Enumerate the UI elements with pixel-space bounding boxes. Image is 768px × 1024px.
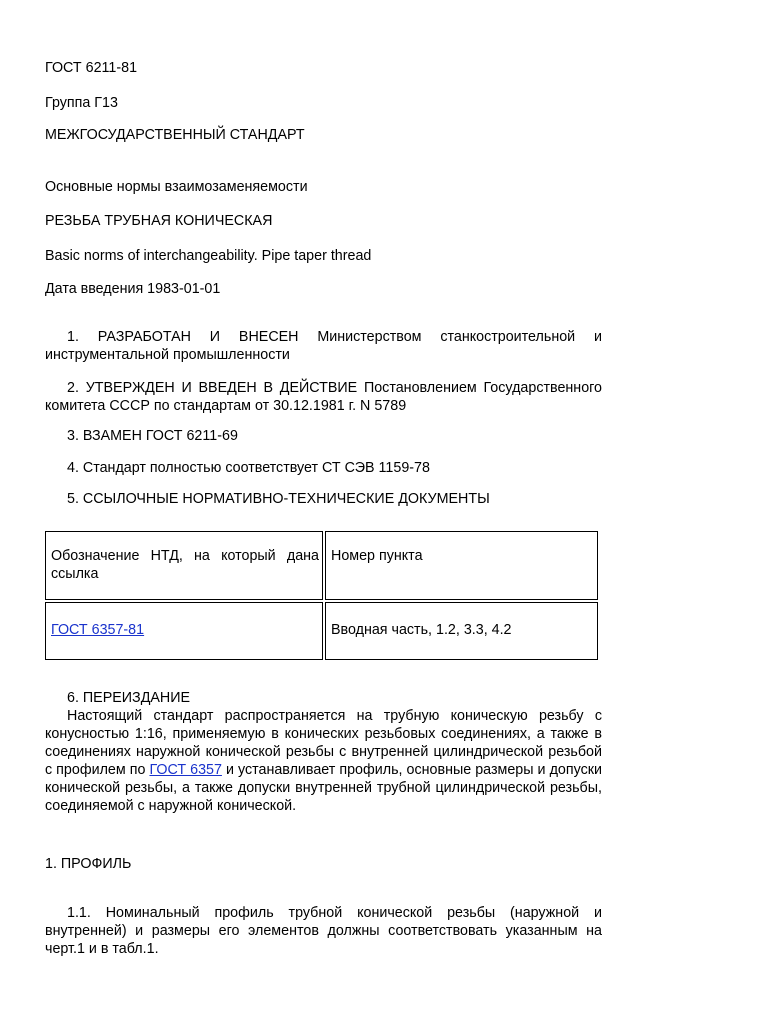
info-item-5: 5. ССЫЛОЧНЫЕ НОРМАТИВНО-ТЕХНИЧЕСКИЕ ДОКУМЕНТЫ — [67, 491, 490, 507]
table-header-item: Номер пункта — [325, 531, 598, 600]
reference-table — [43, 529, 600, 662]
reissue-paragraph — [45, 707, 602, 815]
title-en: Basic norms of interchangeability. Pipe taper thread — [45, 248, 372, 264]
info-item-2: 2. УТВЕРЖДЕН И ВВЕДЕН В ДЕЙСТВИЕ Постановлением Государственного комитета СССР по стандартам от 30.12.1981 г. N 5789 — [45, 380, 602, 414]
subtitle-ru: Основные нормы взаимозаменяемости — [45, 179, 308, 195]
gost-number: ГОСТ 6211-81 — [45, 60, 138, 76]
info-item-3: 3. ВЗАМЕН ГОСТ 6211-69 — [67, 428, 238, 444]
table-row — [45, 602, 598, 660]
reissue-text-1: Настоящий стандарт распространяется на трубную коническую резьбу с конусностью 1:16, применяемую в конических резьбовых соединениях, а также в соединениях наружной конической резьбы с внутренней цилиндрической резьбой с профилем по — [45, 708, 602, 778]
gost-6357-link[interactable]: ГОСТ 6357 — [149, 762, 222, 778]
standard-type: МЕЖГОСУДАРСТВЕННЫЙ СТАНДАРТ — [45, 127, 305, 143]
table-header-doc: Обозначение НТД, на который дана ссылка — [45, 531, 323, 600]
title-ru: РЕЗЬБА ТРУБНАЯ КОНИЧЕСКАЯ — [45, 213, 273, 229]
intro-date: Дата введения 1983-01-01 — [45, 281, 221, 297]
section-1-heading: 1. ПРОФИЛЬ — [45, 856, 132, 872]
gost-6357-81-link[interactable]: ГОСТ 6357-81 — [51, 622, 145, 638]
reissue-heading: 6. ПЕРЕИЗДАНИЕ — [67, 690, 191, 706]
info-item-4: 4. Стандарт полностью соответствует СТ СЭВ 1159-78 — [67, 460, 430, 476]
reissue-text-2: и устанавливает профиль, основные размеры и допуски конической резьбы, а также допуски внутренней трубной цилиндрической резьбы, соединяемой с наружной конической. — [45, 762, 602, 814]
table-cell-items: Вводная часть, 1.2, 3.3, 4.2 — [325, 602, 598, 660]
info-item-1: 1. РАЗРАБОТАН И ВНЕСЕН Министерством станкостроительной и инструментальной промышленности — [45, 329, 602, 363]
group-label: Группа Г13 — [45, 95, 118, 111]
section-1-paragraph: 1.1. Номинальный профиль трубной конической резьбы (наружной и внутренней) и размеры его элементов должны соответствовать указанным на черт.1 и в табл.1. — [45, 905, 602, 957]
table-header-row — [45, 531, 598, 600]
table-cell-doc — [45, 602, 323, 660]
